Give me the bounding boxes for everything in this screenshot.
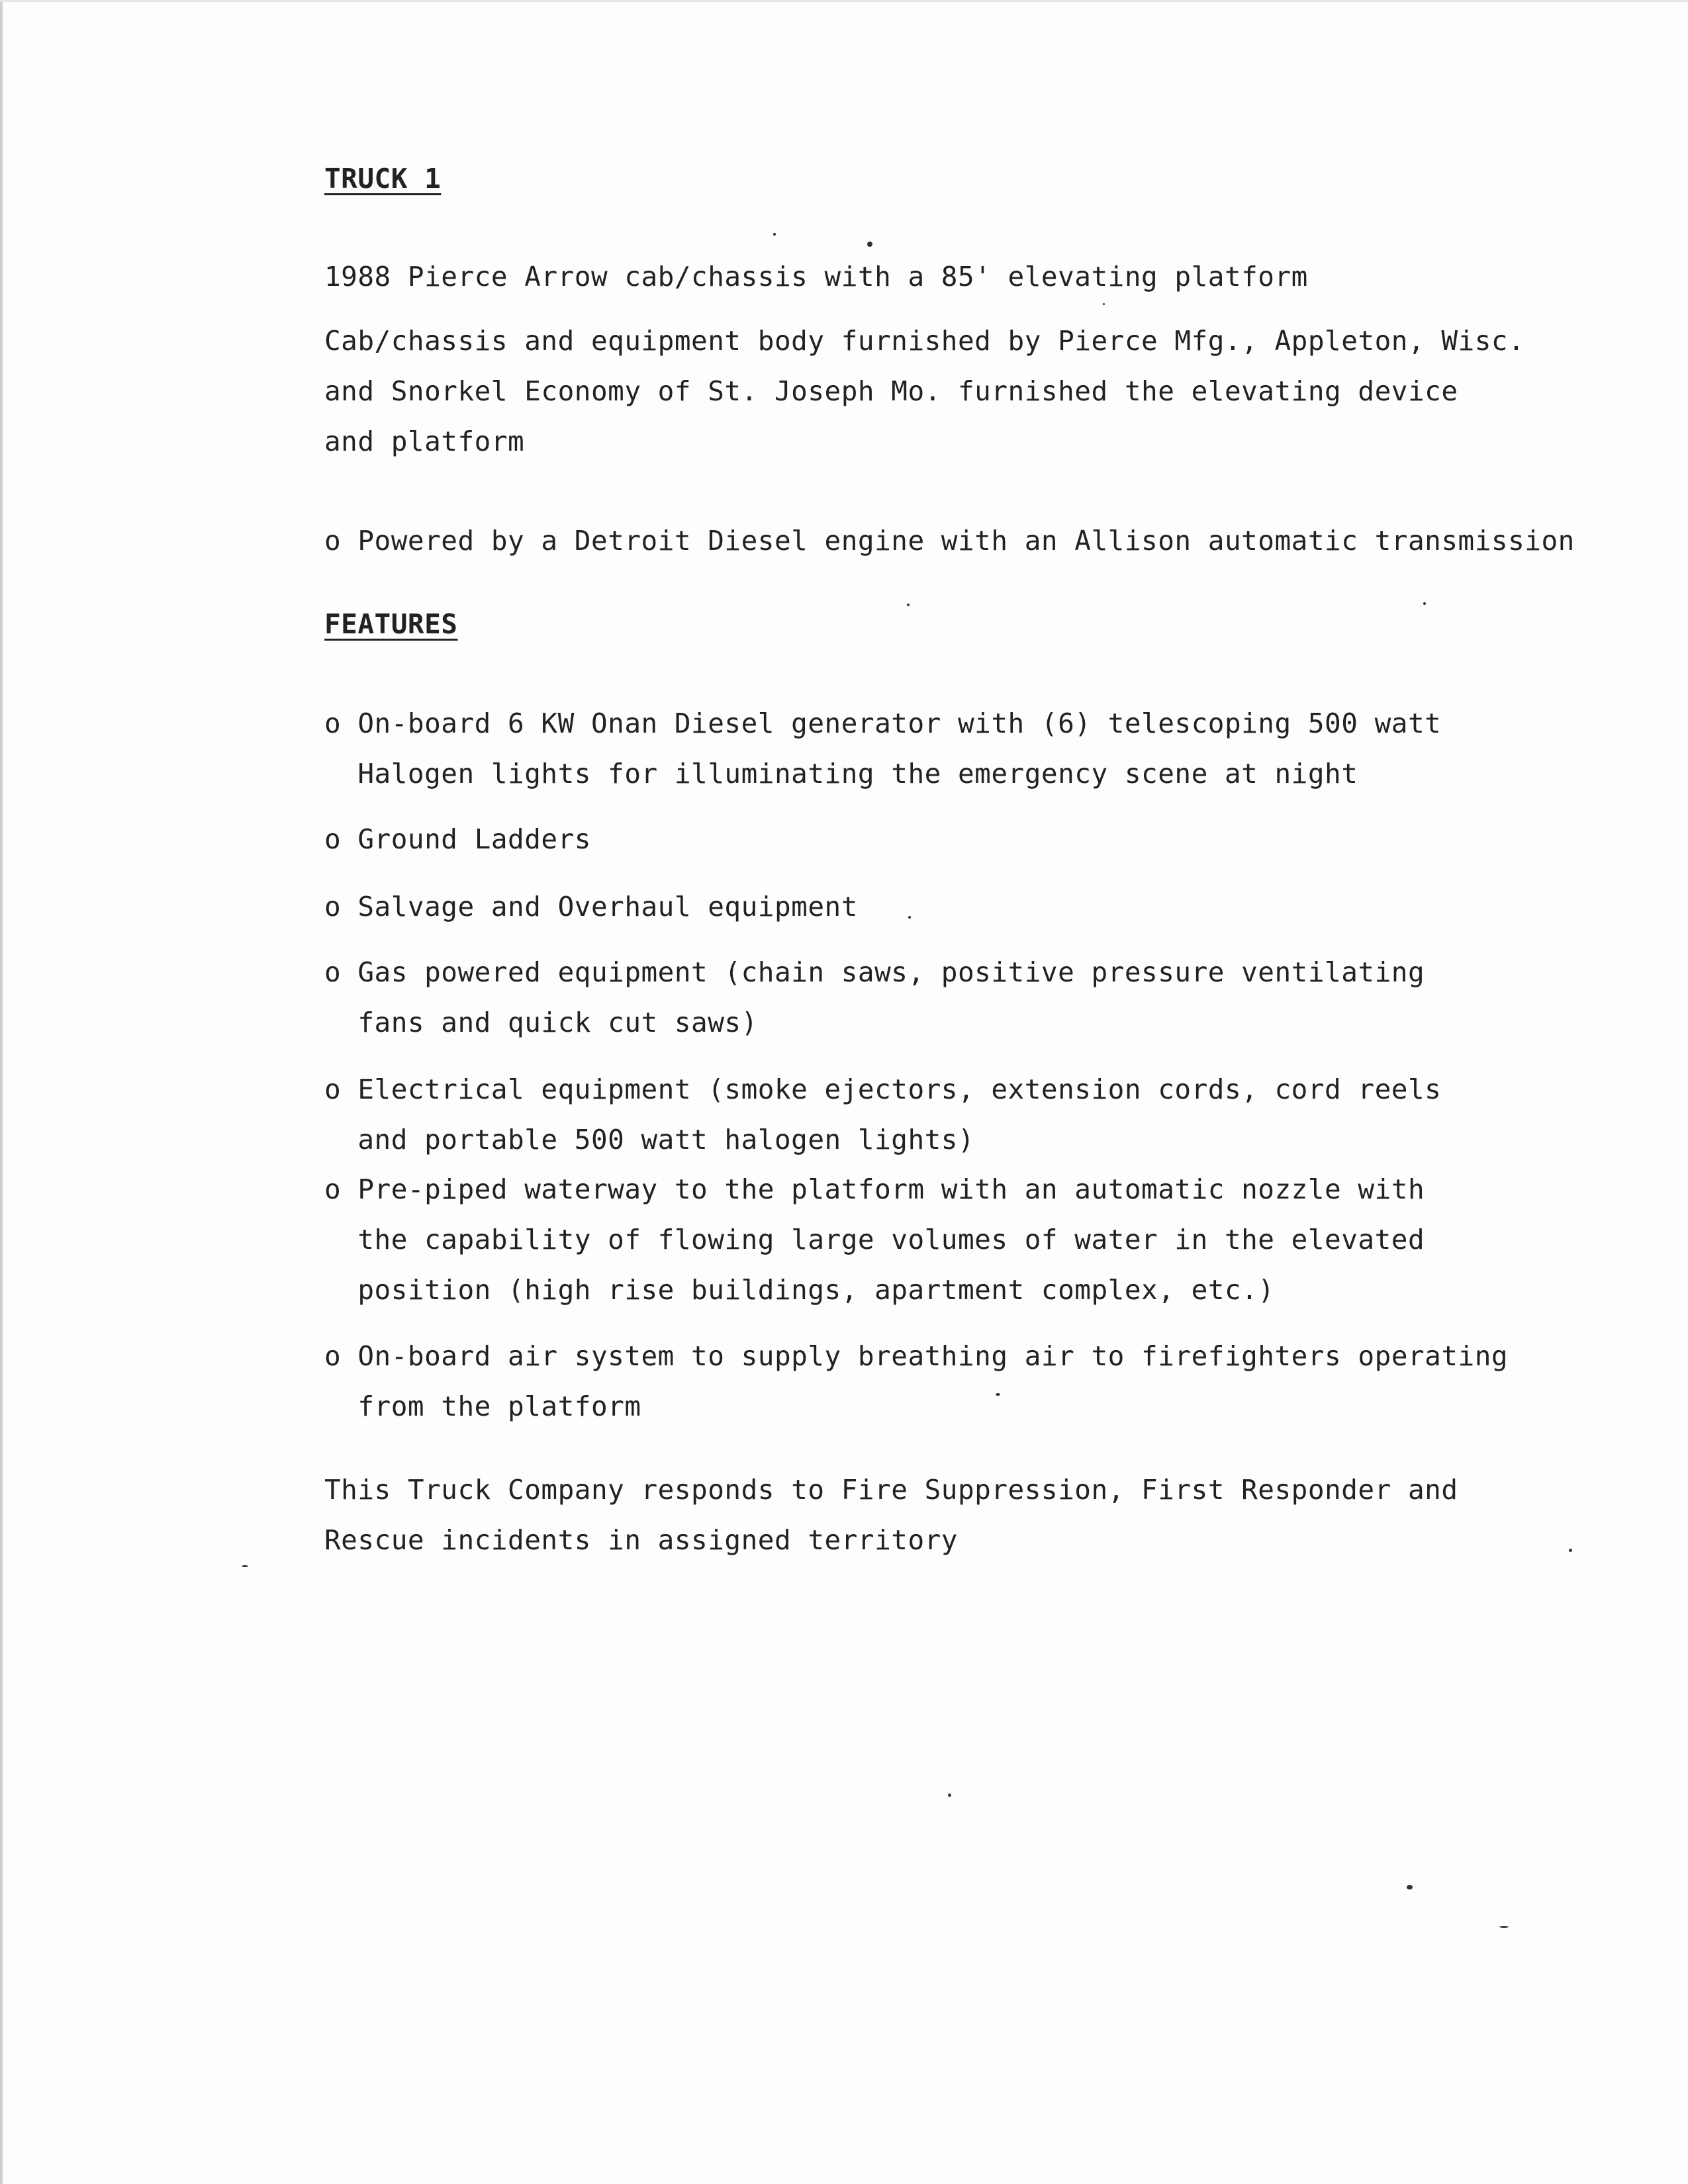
feature-4-line-2: fans and quick cut saws) [324,1007,758,1038]
scan-speck [948,1794,951,1797]
scan-speck [1103,303,1105,305]
feature-4-line-1: o Gas powered equipment (chain saws, positive pressure ventilating [324,956,1425,988]
description-line-2: and Snorkel Economy of St. Joseph Mo. furnished the elevating device [324,375,1458,407]
power-line: o Powered by a Detroit Diesel engine with an Allison automatic transmission [324,525,1575,557]
feature-6-line-3: position (high rise buildings, apartment complex, etc.) [324,1274,1275,1306]
feature-5-line-1: o Electrical equipment (smoke ejectors, extension cords, cord reels [324,1073,1442,1105]
scan-speck [1499,1926,1509,1928]
feature-6-line-1: o Pre-piped waterway to the platform with an automatic nozzle with [324,1173,1425,1205]
feature-1-line-2: Halogen lights for illuminating the emergency scene at night [324,758,1358,790]
feature-3-line-1: o Salvage and Overhaul equipment [324,891,858,923]
truck-heading: TRUCK 1 [324,163,442,195]
description-line-1: Cab/chassis and equipment body furnished by Pierce Mfg., Appleton, Wisc. [324,325,1525,357]
scan-left-edge [0,0,3,2184]
feature-6-line-2: the capability of flowing large volumes of water in the elevated [324,1224,1425,1255]
features-heading: FEATURES [324,608,458,640]
description-line-3: and platform [324,426,525,457]
closing-line-1: This Truck Company responds to Fire Suppression, First Responder and [324,1474,1458,1506]
scan-speck [1423,602,1426,605]
scan-speck [908,916,911,919]
scan-speck [1569,1549,1572,1552]
scan-speck [867,242,872,247]
feature-5-line-2: and portable 500 watt halogen lights) [324,1124,975,1156]
scan-speck [773,233,776,236]
scan-speck [996,1393,1000,1396]
feature-2-line-1: o Ground Ladders [324,823,591,855]
intro-line: 1988 Pierce Arrow cab/chassis with a 85' elevating platform [324,261,1308,293]
closing-line-2: Rescue incidents in assigned territory [324,1524,958,1556]
scan-speck [1407,1885,1413,1889]
scan-speck [907,604,910,606]
scan-speck [242,1565,248,1567]
feature-7-line-1: o On-board air system to supply breathing air to firefighters operating [324,1340,1509,1372]
scan-top-edge [0,0,1688,2]
feature-1-line-1: o On-board 6 KW Onan Diesel generator with (6) telescoping 500 watt [324,707,1442,739]
feature-7-line-2: from the platform [324,1390,641,1422]
